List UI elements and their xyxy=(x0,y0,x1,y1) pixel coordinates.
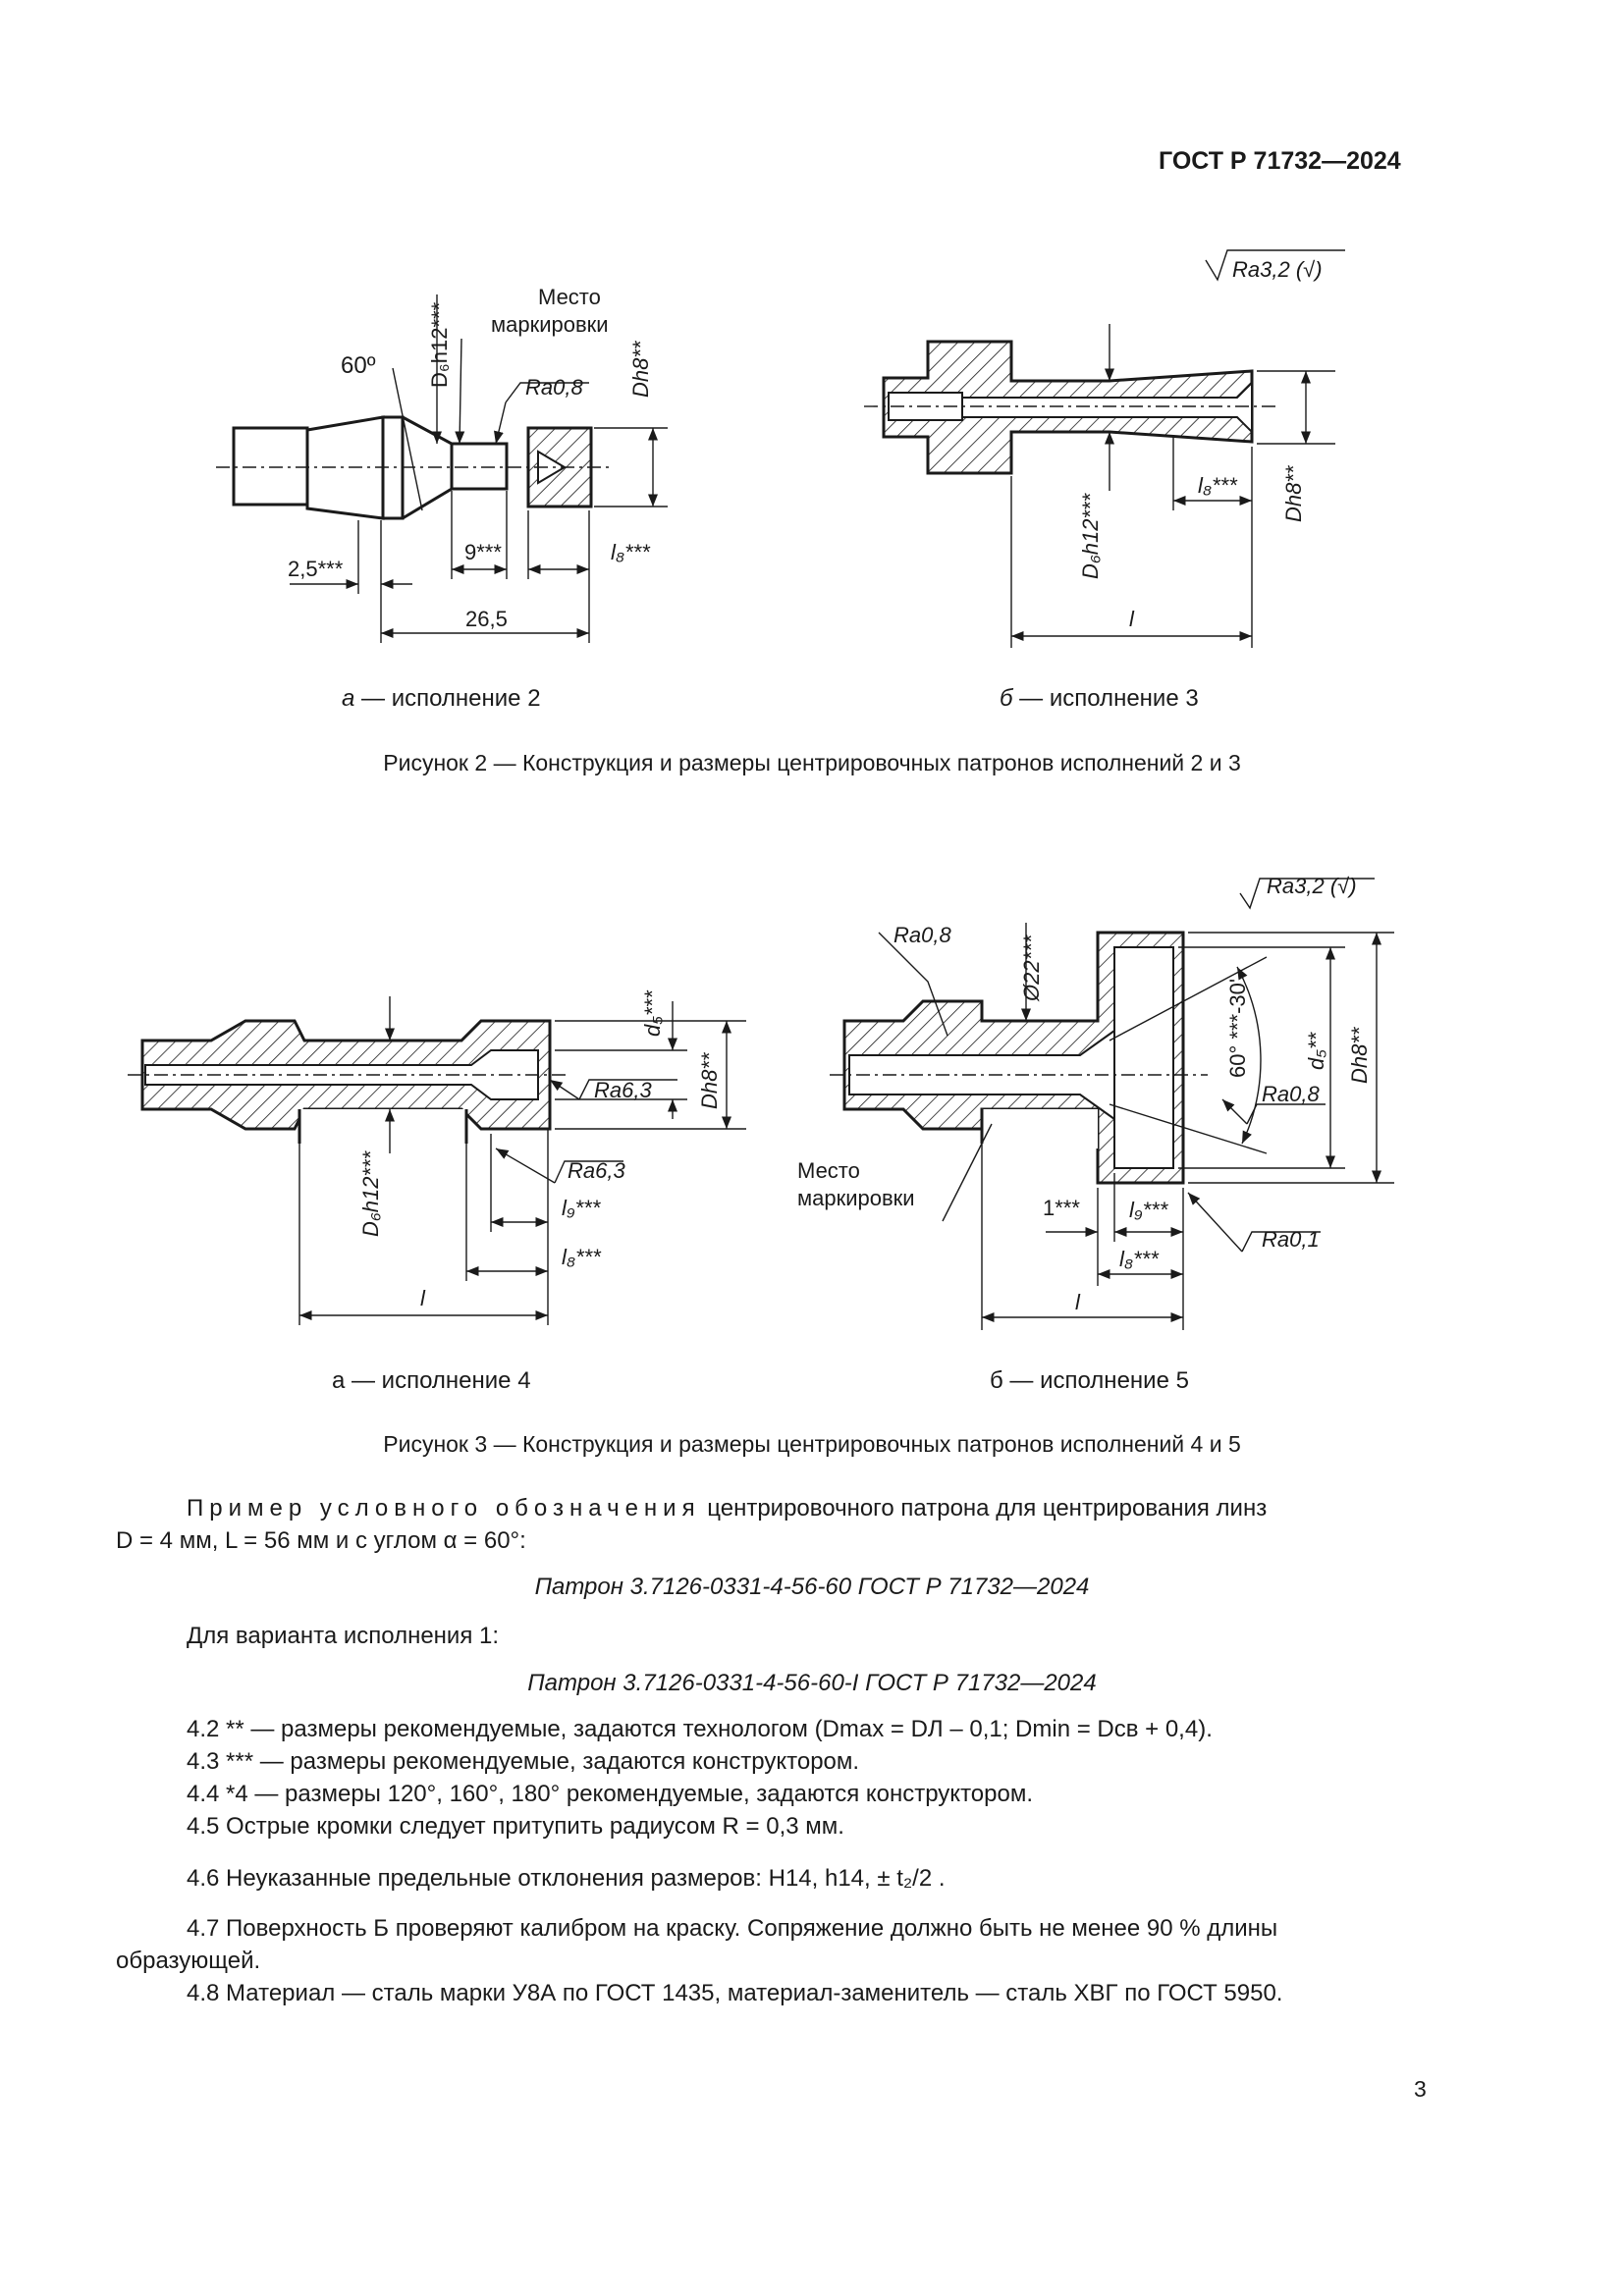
fig2a-dim-9: 9*** xyxy=(464,540,502,564)
fig2a-marking-label-2: маркировки xyxy=(491,312,609,337)
example-paragraph-line2: D = 4 мм, L = 56 мм и с углом α = 60°: xyxy=(116,1527,526,1554)
fig2a-dh8-label: Dh8** xyxy=(628,341,653,398)
fig3b-sublabel: б — исполнение 5 xyxy=(990,1367,1189,1394)
designation-1: Патрон 3.7126-0331-4-56-60 ГОСТ Р 71732—2024 xyxy=(534,1574,1090,1600)
fig2a-sublabel: а — исполнение 2 xyxy=(342,685,541,712)
figure-3-caption: Рисунок 3 — Конструкция и размеры центрировочных патронов исполнений 4 и 5 xyxy=(383,1431,1241,1457)
fig3b-dh8-label: Dh8** xyxy=(1347,1027,1372,1084)
fig2a-d6-label: D₆h12*** xyxy=(427,301,452,388)
fig3b-marking-label-2: маркировки xyxy=(797,1186,915,1210)
fig2b-ra-main: Ra3,2 (√) xyxy=(1232,257,1323,282)
fig3a-d6-label: D₆h12*** xyxy=(358,1150,383,1237)
figure-2a-part xyxy=(216,417,609,518)
paragraph-4-3: 4.3 *** — размеры рекомендуемые, задаются конструктором. xyxy=(187,1748,860,1775)
fig3b-ra08-1: Ra0,8 xyxy=(893,923,951,947)
fig3b-d5-label: d₅** xyxy=(1304,1032,1328,1070)
figure-2a-dimensions xyxy=(290,294,668,643)
paragraph-4-8: 4.8 Материал — сталь марки У8А по ГОСТ 1435, материал-заменитель — сталь ХВГ по ГОСТ 5950. xyxy=(187,1980,1283,2006)
paragraph-4-6: 4.6 Неуказанные предельные отклонения размеров: Н14, h14, ± t₂/2 . xyxy=(187,1865,946,1892)
fig2b-sublabel: б — исполнение 3 xyxy=(1000,685,1199,712)
fig3b-angle-label: 60° ***-30' xyxy=(1225,978,1250,1078)
figure-3a-part xyxy=(128,1021,569,1148)
fig3b-d22-label: Ø22*** xyxy=(1019,934,1044,1001)
fig2a-marking-label-1: Место xyxy=(538,285,601,309)
figure-2b-dimensions xyxy=(1011,250,1345,648)
fig2a-angle-label: 60º xyxy=(341,352,376,379)
figure-2-caption: Рисунок 2 — Конструкция и размеры центрировочных патронов исполнений 2 и 3 xyxy=(383,750,1241,775)
fig3b-ra-main: Ra3,2 (√) xyxy=(1267,874,1357,898)
paragraph-4-2: 4.2 ** — размеры рекомендуемые, задаются технологом (Dmax = DЛ – 0,1; Dmin = Dсв + 0,4). xyxy=(187,1716,1213,1742)
fig3b-dim-1: 1*** xyxy=(1043,1196,1080,1220)
fig3b-ra08-2: Ra0,8 xyxy=(1262,1082,1320,1106)
fig2a-ra-label: Ra0,8 xyxy=(525,375,583,400)
standard-header: ГОСТ Р 71732—2024 xyxy=(1159,147,1401,175)
fig3b-ra01: Ra0,1 xyxy=(1262,1227,1320,1252)
example-paragraph-line1: Пример условного обозначения центрировочного патрона для центрирования линз xyxy=(187,1495,1268,1522)
designation-2: Патрон 3.7126-0331-4-56-60-I ГОСТ Р 71732—2024 xyxy=(527,1670,1097,1696)
paragraph-4-7-line2: образующей. xyxy=(116,1948,261,1974)
fig3a-dim-l9: l₉*** xyxy=(562,1196,601,1220)
fig3a-sublabel: а — исполнение 4 xyxy=(332,1367,531,1394)
figure-3-drawing xyxy=(0,844,1624,1394)
fig3b-dim-l: l xyxy=(1075,1290,1080,1314)
figure-2-drawing xyxy=(0,0,1624,785)
paragraph-4-7-line1: 4.7 Поверхность Б проверяют калибром на краску. Сопряжение должно быть не менее 90 % длины xyxy=(187,1915,1278,1942)
variant-intro: Для варианта исполнения 1: xyxy=(187,1623,500,1649)
fig2a-dim-l8: l₈*** xyxy=(611,540,650,564)
paragraph-4-5: 4.5 Острые кромки следует притупить радиусом R = 0,3 мм. xyxy=(187,1813,844,1840)
paragraph-4-4: 4.4 *4 — размеры 120°, 160°, 180° рекомендуемые, задаются конструктором. xyxy=(187,1781,1033,1807)
fig3a-ra63-1: Ra6,3 xyxy=(594,1078,652,1102)
fig3a-dim-l: l xyxy=(420,1286,425,1310)
fig3a-dh8-label: Dh8** xyxy=(697,1052,722,1109)
fig3b-dim-l8: l₈*** xyxy=(1119,1247,1159,1271)
fig2b-dim-l8: l₈*** xyxy=(1198,473,1237,498)
fig3a-dim-l8: l₈*** xyxy=(562,1245,601,1269)
figure-2b-part xyxy=(864,342,1276,473)
fig3a-d5-label: d₅*** xyxy=(640,990,665,1037)
fig3b-marking-label-1: Место xyxy=(797,1158,860,1183)
fig2b-d6-label: D₆h12*** xyxy=(1078,493,1103,579)
fig2b-dim-l: l xyxy=(1129,607,1134,631)
fig3b-dim-l9: l₉*** xyxy=(1129,1198,1168,1222)
fig3a-ra63-2: Ra6,3 xyxy=(568,1158,625,1183)
page-number: 3 xyxy=(1414,2076,1427,2102)
fig2a-dim-265: 26,5 xyxy=(465,607,508,631)
fig2b-dh8-label: Dh8** xyxy=(1281,465,1306,522)
fig2a-dim-25: 2,5*** xyxy=(288,557,344,581)
